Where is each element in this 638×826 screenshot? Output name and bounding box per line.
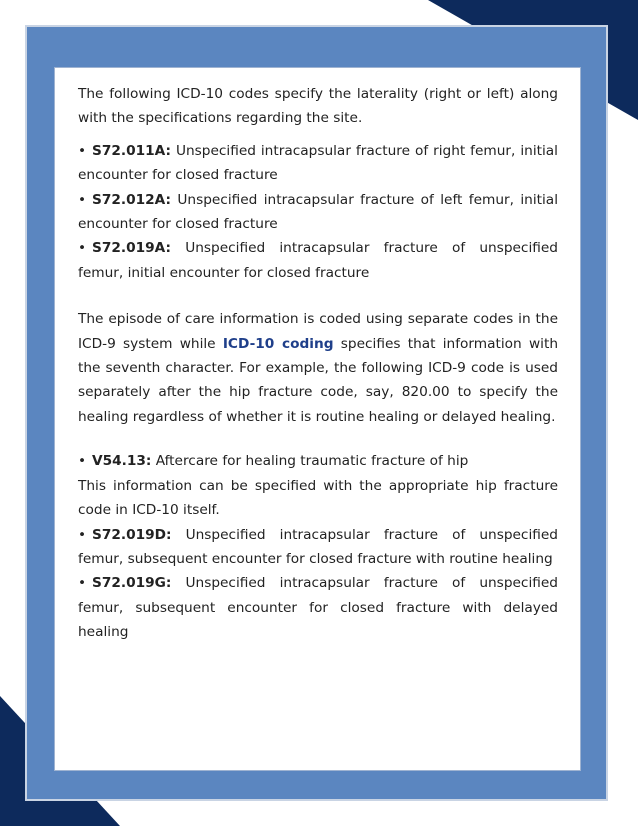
bullet-icon: •	[78, 575, 87, 592]
bullet-icon: •	[78, 526, 87, 543]
code-label: V54.13:	[92, 453, 152, 470]
code-label: S72.019A:	[92, 240, 171, 257]
icd10-note: This information can be specified with the appropriate hip fracture code in ICD-10 itself.	[78, 477, 558, 519]
healing-code-list	[78, 523, 558, 645]
episode-paragraph	[78, 307, 558, 429]
document-sheet	[54, 67, 581, 771]
bullet-icon: •	[78, 240, 87, 257]
code-description: Unspecified intracapsular fracture of right femur, initial encounter for closed fracture	[78, 142, 558, 184]
code-description: Unspecified intracapsular fracture of unspecified femur, subsequent encounter for closed fracture with routine healing	[78, 526, 558, 567]
list-item	[78, 236, 558, 285]
bullet-icon: •	[78, 191, 87, 208]
list-item	[78, 571, 558, 644]
code-description: Unspecified intracapsular fracture of left femur, initial encounter for closed fracture	[78, 191, 559, 233]
code-label: S72.011A:	[92, 142, 171, 159]
code-label: S72.012A:	[92, 191, 171, 208]
list-item	[78, 523, 558, 572]
bullet-icon: •	[78, 453, 87, 470]
code-description: Unspecified intracapsular fracture of unspecified femur, initial encounter for closed fracture	[78, 240, 558, 281]
code-description: Unspecified intracapsular fracture of unspecified femur, subsequent encounter for closed fracture with delayed healing	[78, 575, 558, 641]
code-label: S72.019D:	[92, 526, 172, 543]
code-description: Aftercare for healing traumatic fracture of hip	[155, 453, 469, 470]
list-item	[78, 188, 558, 237]
list-item	[78, 139, 558, 188]
code-label: S72.019G:	[92, 575, 172, 592]
bullet-icon: •	[78, 142, 87, 159]
intro-paragraph: The following ICD-10 codes specify the laterality (right or left) along with the specifications regarding the site.	[78, 86, 558, 127]
episode-text-start: The episode of care information is coded using separate codes in the ICD-9 system while	[78, 311, 558, 352]
list-item	[78, 449, 558, 473]
laterality-code-list	[78, 139, 558, 285]
episode-text-end: specifies that information with the seventh character. For example, the following ICD-9 code is used separately after the hip fracture code, say, 820.00 to specify the healing regardless of whether it is routine healing or delayed healing.	[78, 335, 558, 425]
icd10-coding-link[interactable]: ICD-10 coding	[222, 335, 334, 352]
